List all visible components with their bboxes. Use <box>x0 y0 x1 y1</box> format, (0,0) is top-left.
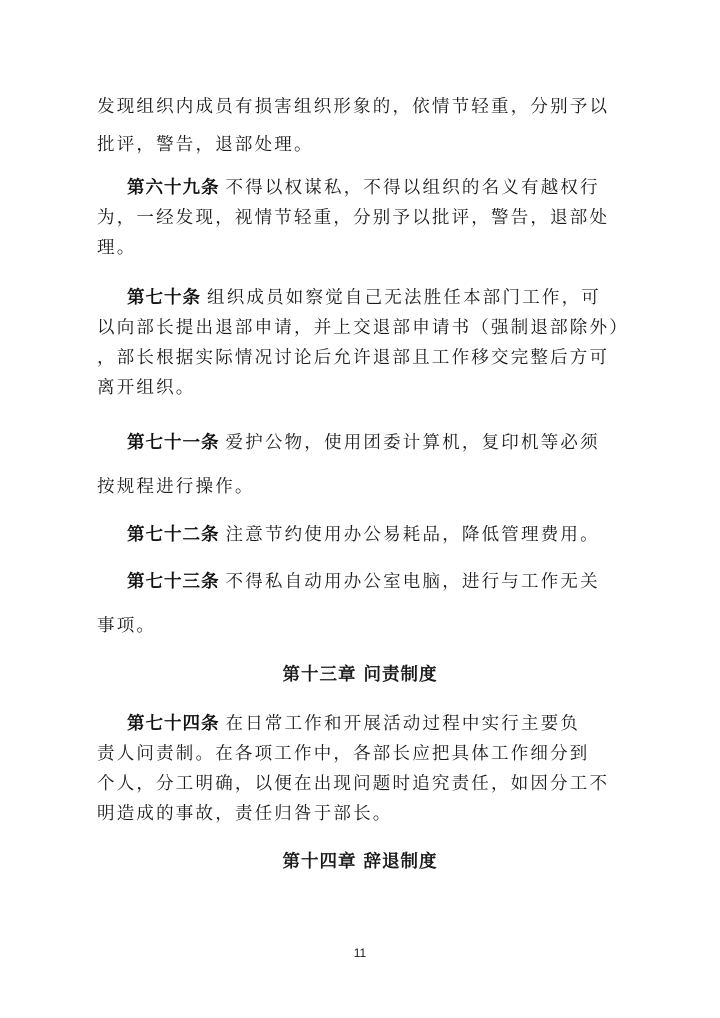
article-74 <box>97 709 637 829</box>
article-72 <box>97 520 637 550</box>
text-line: 注意节约使用办公易耗品，降低管理费用。 <box>225 525 600 545</box>
text-line: 不得以权谋私，不得以组织的名义有越权行 <box>225 178 600 198</box>
chapter-14-heading: 第十四章 辞退制度 <box>282 852 438 872</box>
article-70 <box>97 283 637 403</box>
article-label: 第七十一条 <box>127 433 220 453</box>
text-line: 理。 <box>97 238 137 258</box>
text-line: 以向部长提出退部申请，并上交退部申请书（强制退部除外） <box>97 318 629 338</box>
article-69 <box>97 173 637 263</box>
text-line: 明造成的事故，责任归咎于部长。 <box>97 804 393 824</box>
text-line: 不得私自动用办公室电脑，进行与工作无关 <box>225 572 600 592</box>
text-line: 按规程进行操作。 <box>97 477 255 497</box>
paragraph-intro <box>97 92 637 160</box>
text-line: 个人，分工明确，以便在出现问题时追究责任，如因分工不 <box>97 774 610 794</box>
article-label: 第七十三条 <box>127 572 220 592</box>
article-73 <box>97 567 637 641</box>
text-line: 批评，警告，退部处理。 <box>97 135 314 155</box>
text-line: 爱护公物，使用团委计算机，复印机等必须 <box>225 433 600 453</box>
text-line: 在日常工作和开展活动过程中实行主要负 <box>225 714 581 734</box>
text-line: 事项。 <box>97 616 157 636</box>
text-line: 为，一经发现，视情节轻重，分别予以批评，警告，退部处 <box>97 208 610 228</box>
article-label: 第六十九条 <box>127 178 220 198</box>
chapter-13-heading: 第十三章 问责制度 <box>282 665 438 685</box>
article-label: 第七十二条 <box>127 525 220 545</box>
article-label: 第七十条 <box>127 288 201 308</box>
article-label: 第七十四条 <box>127 714 220 734</box>
text-line: 组织成员如察觉自己无法胜任本部门工作，可 <box>207 288 601 308</box>
text-line: 离开组织。 <box>97 378 196 398</box>
text-line: 责人问责制。在各项工作中，各部长应把具体工作细分到 <box>97 744 590 764</box>
text-line: ，部长根据实际情况讨论后允许退部且工作移交完整后方可 <box>97 348 610 368</box>
page-number: 11 <box>353 946 367 960</box>
text-line: 发现组织内成员有损害组织形象的，依情节轻重，分别予以 <box>97 97 610 117</box>
article-71 <box>97 428 637 502</box>
